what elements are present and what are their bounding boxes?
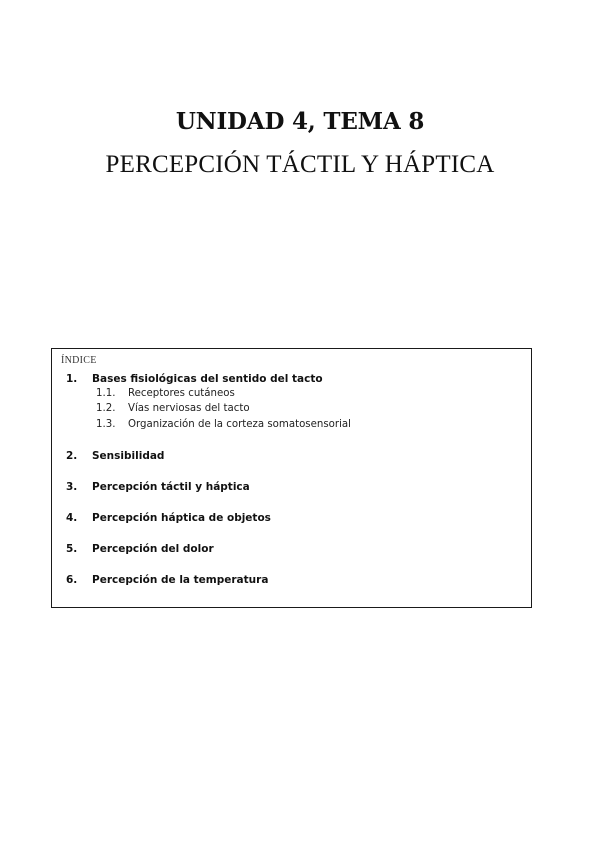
toc-heading: ÍNDICE xyxy=(61,355,97,366)
toc-item-title: Percepción del dolor xyxy=(92,543,214,555)
toc-item-number: 3. xyxy=(66,481,78,493)
toc-subitem-title: Vías nerviosas del tacto xyxy=(128,403,250,414)
toc-subitem xyxy=(96,403,250,414)
toc-item-title: Percepción háptica de objetos xyxy=(92,512,271,524)
toc-list xyxy=(52,349,531,607)
toc-item-number: 5. xyxy=(66,543,78,555)
toc-item-title: Percepción de la temperatura xyxy=(92,574,269,586)
toc-item-number: 2. xyxy=(66,450,78,462)
toc-item-title: Sensibilidad xyxy=(92,450,165,462)
toc-item-title: Bases fisiológicas del sentido del tacto xyxy=(92,373,323,385)
toc-item xyxy=(66,574,268,586)
toc-subitem-title: Organización de la corteza somatosensorial xyxy=(128,419,351,430)
toc-item xyxy=(66,450,164,462)
table-of-contents xyxy=(51,348,532,608)
unit-title: UNIDAD 4, TEMA 8 xyxy=(175,108,425,135)
title-block xyxy=(0,104,600,180)
toc-subitem xyxy=(96,419,351,430)
toc-subitem-number: 1.3. xyxy=(96,419,116,430)
topic-subtitle: PERCEPCIÓN TÁCTIL Y HÁPTICA xyxy=(105,151,495,178)
toc-item-title: Percepción táctil y háptica xyxy=(92,481,250,493)
toc-item-number: 6. xyxy=(66,574,78,586)
toc-item-number: 4. xyxy=(66,512,78,524)
toc-item xyxy=(66,373,323,385)
toc-item-number: 1. xyxy=(66,373,78,385)
toc-subitem xyxy=(96,388,235,399)
toc-subitem-number: 1.1. xyxy=(96,388,116,399)
toc-item xyxy=(66,481,250,493)
toc-item xyxy=(66,543,214,555)
toc-subitem-title: Receptores cutáneos xyxy=(128,388,235,399)
toc-item xyxy=(66,512,271,524)
toc-subitem-number: 1.2. xyxy=(96,403,116,414)
